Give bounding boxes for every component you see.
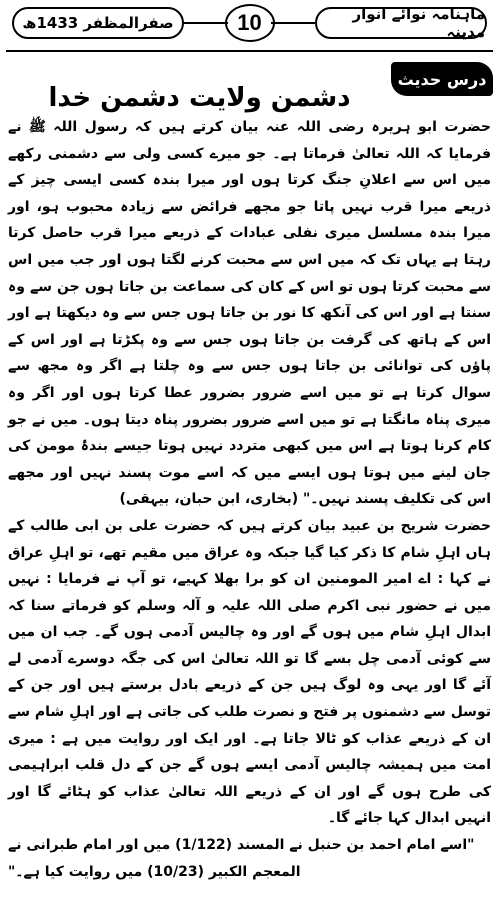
article-body <box>6 114 493 885</box>
header-divider <box>184 22 228 24</box>
issue-date: صفرالمظفر 1433ھ <box>12 7 184 39</box>
article-title: دشمن ولایت دشمن خدا <box>48 83 351 113</box>
page-number: 10 <box>225 4 275 42</box>
page-header <box>6 4 493 44</box>
paragraph-hadith-2: حضرت شریح بن عبید بیان کرتے ہیں کہ حضرت علی بن ابی طالب کے ہاں اہلِ شام کا ذکر کیا گیا جبکہ وہ عراق میں مقیم تھے، تو اہلِ عراق نے کہا : اے امیر المومنین ان کو برا بھلا کہیے، تو آپ نے فرمایا : نہیں میں نے حضور نبی اکرم صلی اللہ علیہ و آلہ وسلم کو فرماتے سنا کہ ابدال اہلِ شام میں ہوں گے اور وہ چالیس آدمی ہوں گے۔ جب ان میں سے کوئی آدمی چل بسے گا تو اللہ تعالیٰ اس کی جگہ دوسرے آدمی لے آئے گا اور یہی وہ لوگ ہیں جن کے ذریعے بادل برستے ہیں اور جن کے توسل سے دشمنوں پر فتح و نصرت طلب کی جاتی ہے اور اہلِ شام سے ان کے ذریعے عذاب کو ٹالا جاتا ہے۔ اور ایک اور روایت میں ہے : میری امت میں ہمیشہ چالیس آدمی ایسے ہوں گے جن کے دل قلب ابراہیمی کی طرح ہوں گے اور ان کے ذریعے اللہ تعالیٰ عذاب کو ہٹائے گا اور انہیں ابدال کہا جائے گا۔ <box>8 517 491 827</box>
magazine-name: ماہنامہ نوائے انوار مدینہ <box>315 7 487 39</box>
paragraph-reference: "اسے امام احمد بن حنبل نے المسند (1/122) میں اور امام طبرانی نے المعجم الکبیر (10/23) میں روایت کیا ہے۔" <box>8 837 475 880</box>
section-badge: درس حدیث <box>391 62 493 96</box>
title-bar <box>6 52 493 114</box>
paragraph-hadith-1: حضرت ابو ہریرہ رضی اللہ عنہ بیان کرتے ہیں کہ رسول اللہ ﷺ نے فرمایا کہ اللہ تعالیٰ فرماتا ہے۔ جو میرے کسی ولی سے دشمنی رکھے میں اس سے اعلانِ جنگ کرتا ہوں اور میرا بندہ کسی ایسی چیز کے ذریعے میرا قرب نہیں پاتا جو مجھے فرائض سے زیادہ محبوب ہو، اور میرا بندہ مسلسل میری نفلی عبادات کے ذریعے میرا قرب حاصل کرتا رہتا ہے یہاں تک کہ میں اس سے محبت کرنے لگتا ہوں اور جب میں اس سے محبت کرتا ہوں تو اس کے کان کی سماعت بن جاتا ہوں جن سے وہ سنتا ہے اور اس کی آنکھ کا نور بن جاتا ہوں جس سے وہ دیکھتا ہے اور اس کے ہاتھ کی گرفت بن جاتا ہوں جس سے وہ پکڑتا ہے اور اس کے پاؤں کی توانائی بن جاتا ہوں جس سے وہ چلتا ہے اگر وہ مجھ سے سوال کرتا ہے تو میں اسے ضرور بضرور عطا کرتا ہوں اور اگر وہ میری پناہ مانگتا ہے تو میں اسے ضرور بضرور پناہ دیتا ہوں۔ میں نے جو کام کرنا ہوتا ہے اس میں کبھی متردد نہیں ہوتا جیسے بندۂ مومن کی جان لینے میں ہوتا ہوں ایسے میں کہ اسے موت پسند نہیں اور مجھے اس کی تکلیف پسند نہیں۔" (بخاری، ابن حبان، بیہقی) <box>8 119 491 508</box>
header-divider <box>271 22 315 24</box>
